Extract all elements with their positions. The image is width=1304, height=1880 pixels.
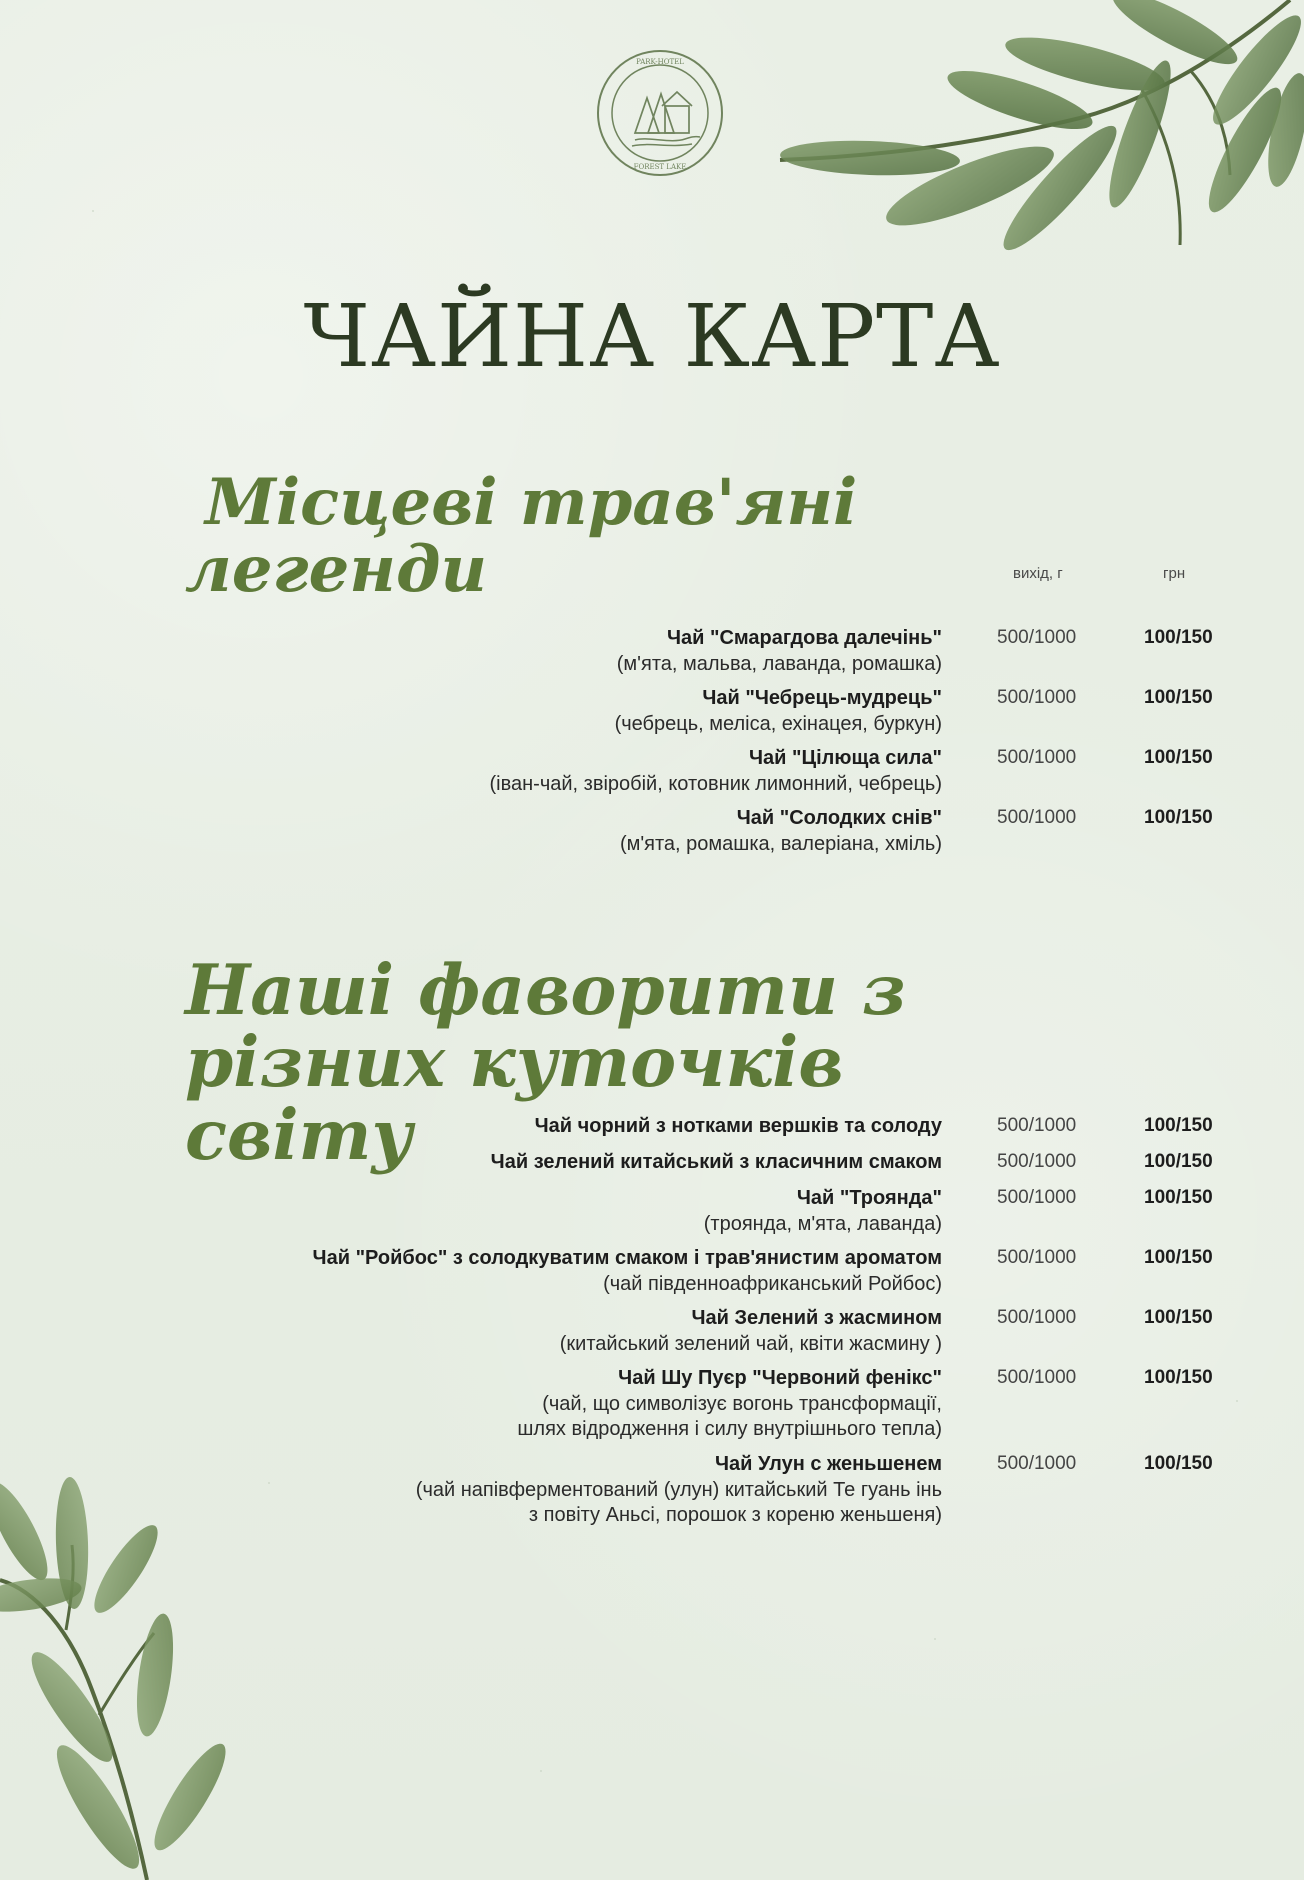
item-price: 100/150 [1144, 1247, 1213, 1268]
section-title-local-herbal [185, 465, 945, 608]
item-price: 100/150 [1144, 807, 1213, 828]
item-price: 100/150 [1144, 1187, 1213, 1208]
item-name: Чай зелений китайський з класичним смаком [490, 1151, 942, 1173]
paper-speck [92, 210, 94, 212]
section-title-world-favorites [185, 950, 945, 1176]
item-price: 100/150 [1144, 1367, 1213, 1388]
item-weight: 500/1000 [997, 627, 1077, 648]
column-header-weight: вихід, г [1013, 565, 1063, 582]
logo-top-text: PARK-HOTEL [636, 58, 684, 66]
item-name: Чай "Троянда" [796, 1187, 942, 1209]
item-name: Чай чорний з нотками вершків та солоду [534, 1115, 942, 1137]
section1-title-line2: легенди [185, 532, 487, 608]
item-price: 100/150 [1144, 1151, 1213, 1172]
item-weight: 500/1000 [997, 1307, 1077, 1328]
section2-title-line2: різних куточків світу [185, 1022, 844, 1176]
item-price: 100/150 [1144, 1307, 1213, 1328]
item-weight: 500/1000 [997, 1151, 1077, 1172]
item-price: 100/150 [1144, 627, 1213, 648]
item-description: (чай, що символізує вогонь трансформації, шлях відродження і силу внутрішнього тепла) [517, 1393, 942, 1440]
item-name: Чай "Ройбос" з солодкуватим смаком і трав'янистим ароматом [312, 1247, 942, 1269]
item-price: 100/150 [1144, 687, 1213, 708]
paper-speck [1236, 1400, 1238, 1402]
item-name: Чай Зелений з жасмином [691, 1307, 942, 1329]
item-weight: 500/1000 [997, 1367, 1077, 1388]
paper-speck [540, 1770, 542, 1772]
item-description: (китайський зелений чай, квіти жасмину ) [559, 1333, 942, 1355]
item-weight: 500/1000 [997, 1187, 1077, 1208]
item-name: Чай Улун с женьшенем [714, 1453, 942, 1475]
paper-speck [934, 1638, 936, 1640]
item-description: (м'ята, мальва, лаванда, ромашка) [616, 653, 942, 675]
item-name: Чай "Смарагдова далечінь" [666, 627, 942, 649]
section1-title-line1: Місцеві трав'яні [205, 465, 858, 540]
item-description: (чебрець, меліса, ехінацея, буркун) [614, 713, 942, 735]
page-title: ЧАЙНА КАРТА [303, 287, 1001, 387]
item-weight: 500/1000 [997, 1247, 1077, 1268]
item-description: (чай напівферментований (улун) китайський Те гуань інь з повіту Аньсі, порошок з кореню женьшеня) [415, 1479, 942, 1526]
item-price: 100/150 [1144, 1115, 1213, 1136]
section2-title-line1: Наші фаворити з [185, 950, 907, 1031]
item-weight: 500/1000 [997, 747, 1077, 768]
item-description: (чай південноафриканський Ройбос) [603, 1273, 942, 1295]
item-name: Чай "Солодких снів" [736, 807, 942, 829]
top-right-leaf-branch [760, 0, 1304, 270]
logo-bottom-text: FOREST LAKE [633, 163, 687, 171]
item-weight: 500/1000 [997, 687, 1077, 708]
item-price: 100/150 [1144, 747, 1213, 768]
item-description: (троянда, м'ята, лаванда) [703, 1213, 942, 1235]
item-weight: 500/1000 [997, 1453, 1077, 1474]
column-header-price: грн [1163, 565, 1186, 582]
item-name: Чай Шу Пуєр "Червоний фенікс" [618, 1367, 942, 1389]
item-description: (м'ята, ромашка, валеріана, хміль) [619, 833, 942, 855]
item-name: Чай "Цілюща сила" [749, 747, 942, 769]
item-description: (іван-чай, звіробій, котовник лимонний, чебрець) [489, 773, 942, 795]
item-name: Чай "Чебрець-мудрець" [702, 687, 942, 709]
item-weight: 500/1000 [997, 807, 1077, 828]
item-price: 100/150 [1144, 1453, 1213, 1474]
item-weight: 500/1000 [997, 1115, 1077, 1136]
park-hotel-logo [595, 48, 725, 178]
